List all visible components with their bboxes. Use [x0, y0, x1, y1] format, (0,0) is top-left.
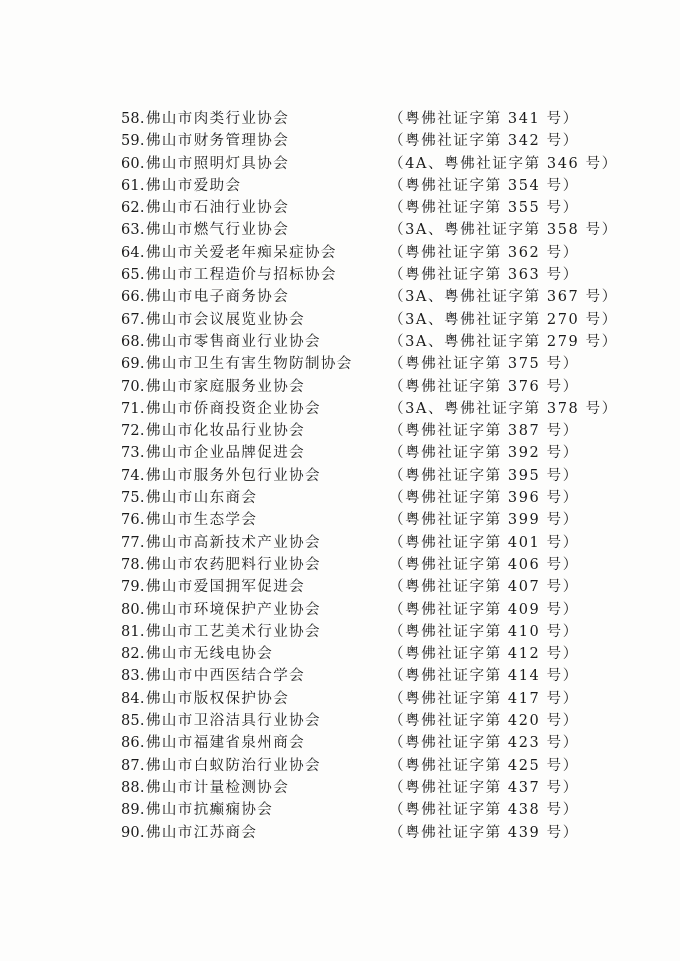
association-name: 佛山市爱助会	[146, 177, 242, 194]
association-name: 佛山市关爱老年痴呆症协会	[146, 244, 337, 261]
list-item	[121, 331, 621, 353]
certificate-number: （3A、粤佛社证字第 367 号）	[389, 289, 618, 306]
association-name: 佛山市零售商业行业协会	[146, 333, 321, 350]
item-number: 74.	[121, 467, 145, 484]
item-number: 72.	[121, 423, 145, 440]
certificate-number: （粤佛社证字第 414 号）	[389, 668, 579, 685]
association-name: 佛山市服务外包行业协会	[146, 467, 321, 484]
list-item	[121, 576, 621, 598]
certificate-number: （粤佛社证字第 362 号）	[389, 244, 579, 261]
item-number: 59.	[121, 133, 145, 150]
item-number: 67.	[121, 311, 145, 328]
certificate-number: （4A、粤佛社证字第 346 号）	[389, 155, 618, 172]
association-name: 佛山市江苏商会	[146, 824, 258, 841]
certificate-number: （粤佛社证字第 355 号）	[389, 200, 579, 217]
association-name: 佛山市工艺美术行业协会	[146, 623, 321, 640]
list-item	[121, 732, 621, 754]
certificate-number: （粤佛社证字第 439 号）	[389, 824, 579, 841]
item-number: 79.	[121, 579, 145, 596]
list-item	[121, 286, 621, 308]
certificate-number: （粤佛社证字第 423 号）	[389, 735, 579, 752]
item-number: 87.	[121, 757, 145, 774]
certificate-number: （粤佛社证字第 354 号）	[389, 177, 579, 194]
association-name: 佛山市卫生有害生物防制协会	[146, 356, 353, 373]
certificate-number: （粤佛社证字第 412 号）	[389, 646, 579, 663]
item-number: 80.	[121, 601, 145, 618]
list-item	[121, 599, 621, 621]
association-name: 佛山市高新技术产业协会	[146, 534, 321, 551]
list-item	[121, 532, 621, 554]
list-item	[121, 130, 621, 152]
association-name: 佛山市化妆品行业协会	[146, 423, 305, 440]
list-item	[121, 777, 621, 799]
association-name: 佛山市石油行业协会	[146, 200, 290, 217]
certificate-number: （粤佛社证字第 342 号）	[389, 133, 579, 150]
list-item	[121, 799, 621, 821]
certificate-number: （3A、粤佛社证字第 358 号）	[389, 222, 618, 239]
certificate-number: （粤佛社证字第 407 号）	[389, 579, 579, 596]
certificate-number: （粤佛社证字第 363 号）	[389, 267, 579, 284]
certificate-number: （粤佛社证字第 410 号）	[389, 623, 579, 640]
item-number: 64.	[121, 244, 145, 261]
association-name: 佛山市生态学会	[146, 512, 258, 529]
item-number: 70.	[121, 378, 145, 395]
list-item	[121, 643, 621, 665]
item-number: 58.	[121, 111, 145, 127]
association-name: 佛山市工程造价与招标协会	[146, 267, 337, 284]
association-name: 佛山市照明灯具协会	[146, 155, 290, 172]
item-number: 88.	[121, 779, 145, 796]
association-name: 佛山市环境保护产业协会	[146, 601, 321, 618]
list-item	[121, 197, 621, 219]
association-name: 佛山市农药肥料行业协会	[146, 556, 321, 573]
item-number: 84.	[121, 690, 145, 707]
association-name: 佛山市企业品牌促进会	[146, 445, 305, 462]
list-item	[121, 309, 621, 331]
item-number: 66.	[121, 289, 145, 306]
association-name: 佛山市版权保护协会	[146, 690, 290, 707]
list-item	[121, 420, 621, 442]
certificate-number: （粤佛社证字第 417 号）	[389, 690, 579, 707]
certificate-number: （3A、粤佛社证字第 378 号）	[389, 400, 618, 417]
item-number: 77.	[121, 534, 145, 551]
list-item	[121, 398, 621, 420]
certificate-number: （粤佛社证字第 425 号）	[389, 757, 579, 774]
list-item	[121, 264, 621, 286]
association-name: 佛山市无线电协会	[146, 646, 274, 663]
certificate-number: （3A、粤佛社证字第 279 号）	[389, 333, 618, 350]
association-list	[121, 108, 621, 844]
list-item	[121, 175, 621, 197]
certificate-number: （3A、粤佛社证字第 270 号）	[389, 311, 618, 328]
list-item	[121, 376, 621, 398]
certificate-number: （粤佛社证字第 401 号）	[389, 534, 579, 551]
item-number: 68.	[121, 333, 145, 350]
certificate-number: （粤佛社证字第 387 号）	[389, 423, 579, 440]
certificate-number: （粤佛社证字第 392 号）	[389, 445, 579, 462]
certificate-number: （粤佛社证字第 409 号）	[389, 601, 579, 618]
item-number: 78.	[121, 556, 145, 573]
list-item	[121, 665, 621, 687]
certificate-number: （粤佛社证字第 396 号）	[389, 490, 579, 507]
association-name: 佛山市计量检测协会	[146, 779, 290, 796]
item-number: 62.	[121, 200, 145, 217]
association-name: 佛山市白蚁防治行业协会	[146, 757, 321, 774]
item-number: 85.	[121, 713, 145, 730]
association-name: 佛山市卫浴洁具行业协会	[146, 713, 321, 730]
item-number: 89.	[121, 802, 145, 819]
association-name: 佛山市家庭服务业协会	[146, 378, 305, 395]
association-name: 佛山市肉类行业协会	[146, 111, 290, 127]
list-item	[121, 153, 621, 175]
certificate-number: （粤佛社证字第 406 号）	[389, 556, 579, 573]
certificate-number: （粤佛社证字第 395 号）	[389, 467, 579, 484]
item-number: 61.	[121, 177, 145, 194]
item-number: 86.	[121, 735, 145, 752]
item-number: 60.	[121, 155, 145, 172]
item-number: 69.	[121, 356, 145, 373]
item-number: 82.	[121, 646, 145, 663]
list-item	[121, 465, 621, 487]
item-number: 83.	[121, 668, 145, 685]
list-item	[121, 554, 621, 576]
item-number: 63.	[121, 222, 145, 239]
association-name: 佛山市燃气行业协会	[146, 222, 290, 239]
association-name: 佛山市抗癫痫协会	[146, 802, 274, 819]
association-name: 佛山市侨商投资企业协会	[146, 400, 321, 417]
list-item	[121, 755, 621, 777]
certificate-number: （粤佛社证字第 437 号）	[389, 779, 579, 796]
association-name: 佛山市电子商务协会	[146, 289, 290, 306]
certificate-number: （粤佛社证字第 399 号）	[389, 512, 579, 529]
certificate-number: （粤佛社证字第 420 号）	[389, 713, 579, 730]
item-number: 75.	[121, 490, 145, 507]
association-name: 佛山市福建省泉州商会	[146, 735, 305, 752]
certificate-number: （粤佛社证字第 438 号）	[389, 802, 579, 819]
list-item	[121, 822, 621, 844]
association-name: 佛山市会议展览业协会	[146, 311, 305, 328]
association-name: 佛山市中西医结合学会	[146, 668, 305, 685]
list-item	[121, 710, 621, 732]
list-item	[121, 242, 621, 264]
list-item	[121, 442, 621, 464]
list-item	[121, 688, 621, 710]
list-item	[121, 353, 621, 375]
association-name: 佛山市爱国拥军促进会	[146, 579, 305, 596]
list-item	[121, 219, 621, 241]
certificate-number: （粤佛社证字第 375 号）	[389, 356, 579, 373]
item-number: 71.	[121, 400, 145, 417]
list-item	[121, 108, 621, 130]
list-item	[121, 487, 621, 509]
list-item	[121, 621, 621, 643]
certificate-number: （粤佛社证字第 341 号）	[389, 111, 579, 127]
association-name: 佛山市财务管理协会	[146, 133, 290, 150]
item-number: 81.	[121, 623, 145, 640]
association-name: 佛山市山东商会	[146, 490, 258, 507]
item-number: 65.	[121, 267, 145, 284]
item-number: 73.	[121, 445, 145, 462]
item-number: 90.	[121, 824, 145, 841]
item-number: 76.	[121, 512, 145, 529]
certificate-number: （粤佛社证字第 376 号）	[389, 378, 579, 395]
list-item	[121, 509, 621, 531]
